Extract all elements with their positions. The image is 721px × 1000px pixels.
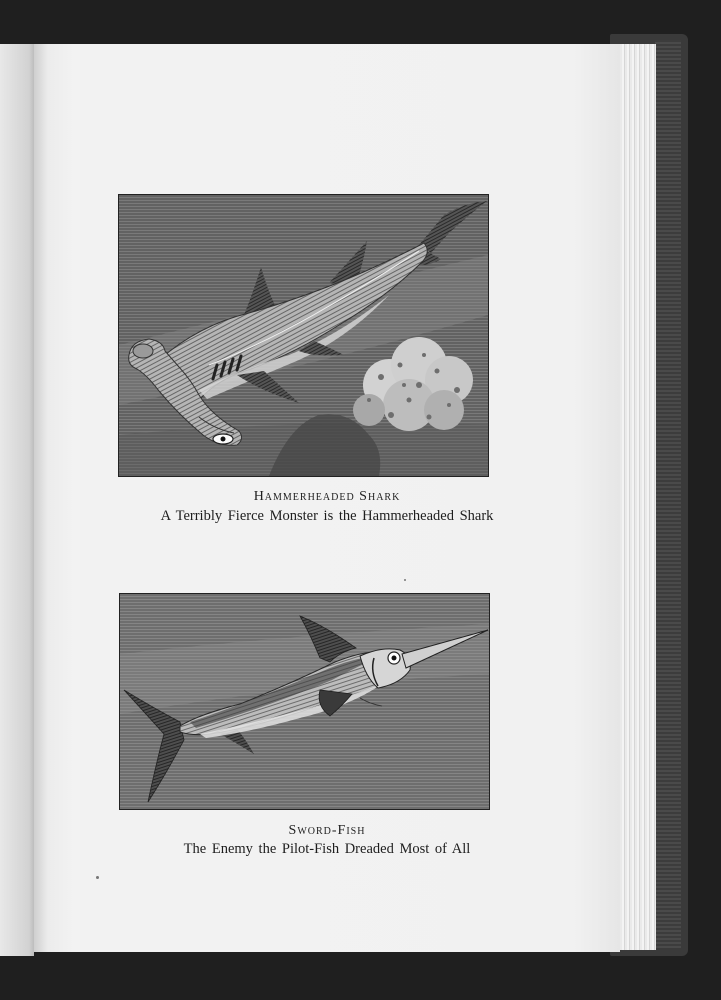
hammerhead-shark-illustration: [118, 194, 489, 477]
cover-cloth-texture: [655, 40, 681, 948]
hammerhead-shark-engraving: [119, 195, 488, 476]
sword-fish-engraving: [120, 594, 489, 809]
facing-page-edge: [0, 44, 34, 956]
sword-fish-illustration: [119, 593, 490, 810]
plate-2-caption: The Enemy the Pilot-Fish Dreaded Most of All: [183, 841, 471, 857]
paper-speck: [404, 579, 406, 581]
paper-speck: [96, 876, 99, 879]
plate-1-caption: A Terribly Fierce Monster is the Hammerheaded Shark: [160, 508, 494, 524]
plate-1-title: Hammerheaded Shark: [253, 489, 401, 504]
plate-2-title: Sword-Fish: [288, 823, 366, 838]
